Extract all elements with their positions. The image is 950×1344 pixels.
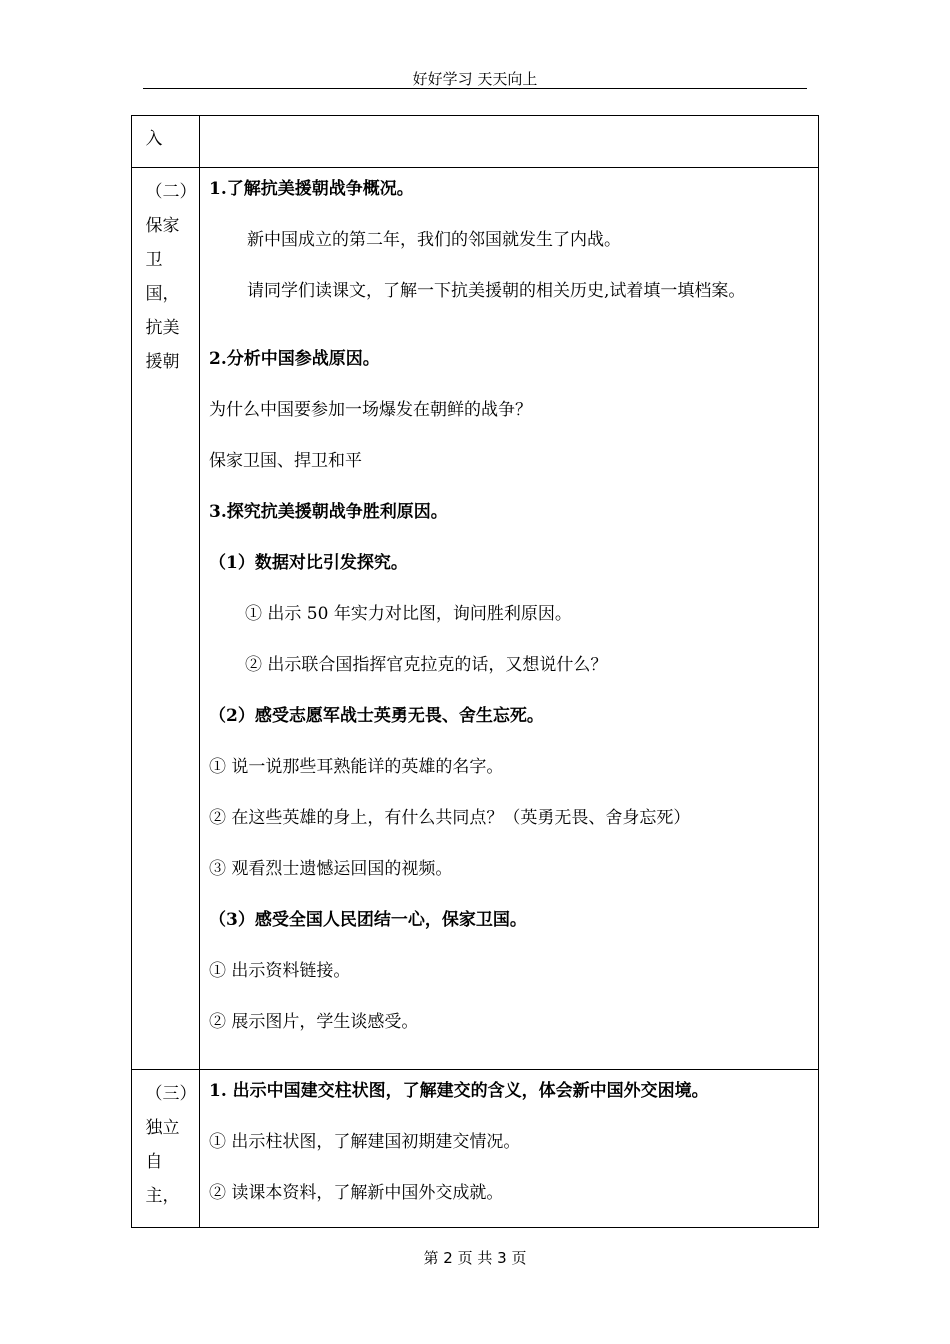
lesson-plan-table bbox=[131, 115, 819, 1228]
step-heading: 1. 出示中国建交柱状图，了解建交的含义，体会新中国外交困境。 bbox=[209, 1081, 709, 1101]
paragraph: 保家卫国、捍卫和平 bbox=[209, 451, 362, 471]
table-row-section-3 bbox=[132, 1070, 819, 1228]
table-row-intro bbox=[132, 116, 819, 168]
list-item: ① 出示 50 年实力对比图，询问胜利原因。 bbox=[245, 604, 572, 624]
sub-heading: （1）数据对比引发探究。 bbox=[209, 553, 408, 573]
section-content bbox=[200, 168, 818, 1047]
list-item: ② 展示图片，学生谈感受。 bbox=[209, 1012, 419, 1032]
list-item: ② 出示联合国指挥官克拉克的话，又想说什么？ bbox=[245, 655, 608, 675]
paragraph: 新中国成立的第二年，我们的邻国就发生了内战。 bbox=[247, 230, 621, 250]
section-content-cell bbox=[200, 1070, 819, 1228]
sub-heading: （2）感受志愿军战士英勇无畏、舍生忘死。 bbox=[209, 706, 544, 726]
paragraph: 为什么中国要参加一场爆发在朝鲜的战争？ bbox=[209, 400, 532, 420]
list-item: ① 说一说那些耳熟能详的英雄的名字。 bbox=[209, 757, 504, 777]
section-label-cell bbox=[132, 116, 200, 168]
header-divider bbox=[143, 88, 807, 89]
list-item: ② 在这些英雄的身上，有什么共同点？（英勇无畏、舍身忘死） bbox=[209, 808, 691, 828]
list-item: ① 出示资料链接。 bbox=[209, 961, 351, 981]
page-footer: 第 2 页 共 3 页 bbox=[423, 1249, 527, 1267]
section-content-cell bbox=[200, 116, 819, 168]
step-heading: 1.了解抗美援朝战争概况。 bbox=[209, 179, 414, 199]
list-item: ② 读课本资料，了解新中国外交成就。 bbox=[209, 1183, 504, 1203]
section-content bbox=[200, 1070, 818, 1227]
section-label: 入 bbox=[145, 129, 163, 149]
section-label: （二）保家卫国，抗美援朝 bbox=[145, 182, 197, 372]
section-label-cell bbox=[132, 1070, 200, 1228]
section-label-cell bbox=[132, 168, 200, 1070]
list-item: ③ 观看烈士遗憾运回国的视频。 bbox=[209, 859, 453, 879]
section-content-cell bbox=[200, 168, 819, 1070]
step-heading: 3.探究抗美援朝战争胜利原因。 bbox=[209, 502, 448, 522]
list-item: ① 出示柱状图，了解建国初期建交情况。 bbox=[209, 1132, 521, 1152]
step-heading: 2.分析中国参战原因。 bbox=[209, 349, 380, 369]
page-header: 好好学习 天天向上 bbox=[412, 70, 538, 88]
table-row-section-2 bbox=[132, 168, 819, 1070]
section-label: （三）独立自主， bbox=[145, 1084, 197, 1206]
paragraph: 请同学们读课文，了解一下抗美援朝的相关历史,试着填一填档案。 bbox=[247, 281, 746, 301]
sub-heading: （3）感受全国人民团结一心，保家卫国。 bbox=[209, 910, 527, 930]
